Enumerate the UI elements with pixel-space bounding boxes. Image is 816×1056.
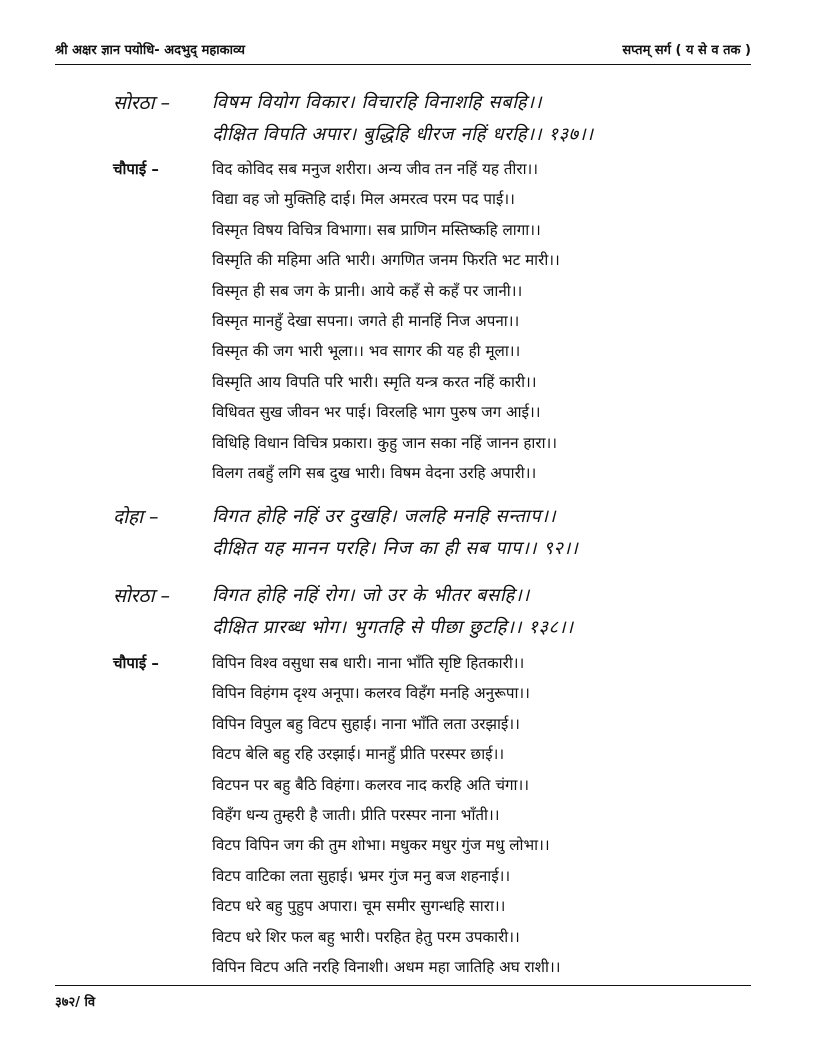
stanza-label: चौपाई – bbox=[113, 654, 159, 672]
verse-line: विद कोविद सब मनुज शरीरा। अन्य जीव तन नहिं यह तीरा।। bbox=[212, 160, 539, 178]
verse-line: विषम वियोग विकार। विचारहि विनाशहि सबहि।। bbox=[212, 92, 543, 113]
verse-line: विस्मृति की महिमा अति भारी। अगणित जनम फिरति भट मारी।। bbox=[212, 251, 560, 270]
verse-line: विस्मृत ही सब जग के प्रानी। आये कहँ से कहँ पर जानी।। bbox=[212, 281, 523, 300]
verse-line: विद्या वह जो मुक्तिहि दाई। मिल अमरत्व परम पद पाई।। bbox=[212, 190, 515, 209]
stanza-lines bbox=[212, 648, 560, 982]
verse-line: विगत होहि नहिं उर दुखहि। जलहि मनहि सन्ताप।। bbox=[212, 506, 557, 527]
stanza-lines bbox=[212, 580, 574, 644]
verse-line: विहँग धन्य तुम्हरी है जाती। प्रीति परस्पर नाना भाँती।। bbox=[212, 805, 500, 824]
stanza-lines bbox=[212, 154, 560, 488]
verse-line: विटप बेलि बहु रहि उरझाई। मानहुँ प्रीति परस्पर छाई।। bbox=[212, 745, 505, 764]
page-header bbox=[55, 40, 751, 62]
verse-line: विटप धरे शिर फल बहु भारी। परहित हेतु परम उपकारी।। bbox=[212, 927, 520, 946]
stanza-label: चौपाई – bbox=[113, 160, 159, 178]
page-number: ३७२/ वि bbox=[55, 995, 96, 1010]
verse-line: विस्मृति आय विपति परि भारी। स्मृति यन्त्र करत नहिं कारी।। bbox=[212, 372, 537, 391]
verse-line: विपिन विहंगम दृश्य अनूपा। कलरव विहँग मनहि अनुरूपा।। bbox=[212, 684, 530, 703]
header-rule bbox=[55, 64, 751, 65]
verse-line: विधिहि विधान विचित्र प्रकारा। कुहु जान सका नहिं जानन हारा।। bbox=[212, 433, 558, 452]
verse-line: दीक्षित प्रारब्ध भोग। भुगतहि से पीछा छुटहि।। १३८।। bbox=[212, 617, 574, 638]
chapter-title: सप्तम् सर्ग ( य से व तक ) bbox=[622, 43, 751, 58]
verse-line: विस्मृत विषय विचित्र विभागा। सब प्राणिन मस्तिष्कहि लागा।। bbox=[212, 220, 541, 239]
stanza-label: दोहा – bbox=[113, 506, 159, 528]
verse-line: विटप विपिन जग की तुम शोभा। मधुकर मधुर गुंज मधु लोभा।। bbox=[212, 836, 550, 855]
stanza-lines bbox=[212, 87, 594, 151]
verse-line: विपिन विश्व वसुधा सब धारी। नाना भाँति सृष्टि हितकारी।। bbox=[212, 654, 525, 672]
verse-line: विस्मृत मानहुँ देखा सपना। जगते ही मानहिं निज अपना।। bbox=[212, 311, 520, 330]
verse-line: विटपन पर बहु बैठि विहंगा। कलरव नाद करहि अति चंगा।। bbox=[212, 775, 529, 794]
book-title: श्री अक्षर ज्ञान पयोधि- अदभुद् महाकाव्य bbox=[55, 43, 245, 58]
verse-line: विटप धरे बहु पुहुप अपारा। चूम समीर सुगन्धहि सारा।। bbox=[212, 897, 506, 916]
verse-line: विपिन विटप अति नरहि विनाशी। अधम महा जातिहि अघ राशी।। bbox=[212, 957, 561, 976]
verse-line: दीक्षित यह मानन परहि। निज का ही सब पाप।। ९२।। bbox=[212, 538, 579, 559]
verse-line: दीक्षित विपति अपार। बुद्धिहि धीरज नहिं धरहि।। १३७।। bbox=[212, 124, 594, 145]
verse-line: विधिवत सुख जीवन भर पाई। विरलहि भाग पुरुष जग आई।। bbox=[212, 403, 541, 422]
verse-line: विस्मृत की जग भारी भूला।। भव सागर की यह ही मूला।। bbox=[212, 342, 521, 361]
footer-rule bbox=[55, 985, 751, 986]
verse-line: विगत होहि नहिं रोग। जो उर के भीतर बसहि।। bbox=[212, 585, 530, 606]
verse-line: विलग तबहुँ लगि सब दुख भारी। विषम वेदना उरहि अपारी।। bbox=[212, 463, 537, 482]
stanza-label: सोरठा – bbox=[113, 92, 171, 114]
stanza-lines bbox=[212, 501, 578, 565]
stanza-label: सोरठा – bbox=[113, 585, 171, 607]
verse-line: विटप वाटिका लता सुहाई। भ्रमर गुंज मनु बज शहनाई।। bbox=[212, 866, 511, 885]
verse-line: विपिन विपुल बहु विटप सुहाई। नाना भाँति लता उरझाई।। bbox=[212, 714, 520, 733]
